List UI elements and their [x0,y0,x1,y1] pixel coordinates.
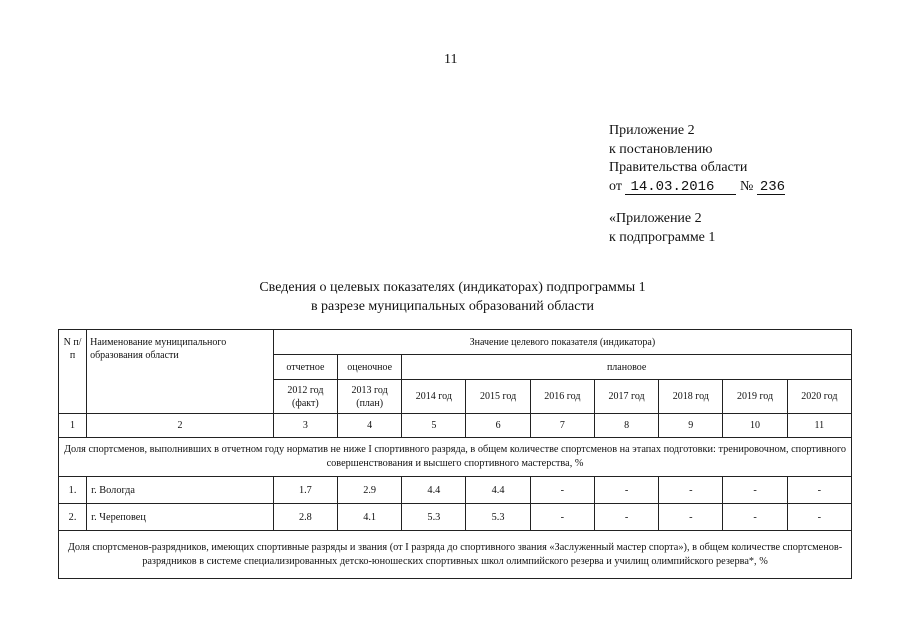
header-name: Наименование муниципального образования области [87,330,274,414]
row-value: - [723,504,787,531]
appendix-date-line [609,178,785,197]
row-value: - [659,504,723,531]
year-2012: 2012 год (факт) [273,380,337,414]
header-num: N п/п [59,330,87,414]
row-value: - [787,504,851,531]
year-2014: 2014 год [402,380,466,414]
row-value: 2.8 [273,504,337,531]
year-2015: 2015 год [466,380,530,414]
table-row [59,477,852,504]
column-number: 5 [402,414,466,438]
row-value: 5.3 [466,504,530,531]
indicators-table [58,329,852,579]
year-2019: 2019 год [723,380,787,414]
column-number: 6 [466,414,530,438]
row-value: - [787,477,851,504]
column-number: 7 [530,414,594,438]
year-2020: 2020 год [787,380,851,414]
header-reported: отчетное [273,355,337,380]
row-value: 4.4 [466,477,530,504]
subappendix-title: «Приложение 2 [609,211,702,226]
row-num: 2. [59,504,87,531]
row-value: 5.3 [402,504,466,531]
row-value: - [723,477,787,504]
subappendix-line-2: к подпрограмме 1 [609,230,716,245]
header-value-group: Значение целевого показателя (индикатора) [273,330,851,355]
column-number: 9 [659,414,723,438]
column-number: 4 [338,414,402,438]
column-numbers-row [59,414,852,438]
section-row [59,531,852,579]
column-number: 1 [59,414,87,438]
row-num: 1. [59,477,87,504]
row-value: - [530,504,594,531]
document-title [0,278,905,316]
document-title-line-2: в разрезе муниципальных образований области [310,299,595,314]
appendix-title: Приложение 2 [609,123,695,138]
section-title: Доля спортсменов, выполнивших в отчетном году норматив не ниже I спортивного разряда, в общем количестве спортсменов на этапах подготовки: тренировочном, спортивного совершенствования и высшего спортивного мастерства, % [59,438,852,477]
row-value: - [594,477,658,504]
row-value: 2.9 [338,477,402,504]
year-2018: 2018 год [659,380,723,414]
column-number: 11 [787,414,851,438]
row-value: 4.1 [338,504,402,531]
appendix-block [609,122,785,196]
header-planned: плановое [402,355,852,380]
number-prefix: № [739,178,754,194]
row-municipality: г. Вологда [87,477,274,504]
column-number: 10 [723,414,787,438]
table-row [59,504,852,531]
row-value: - [594,504,658,531]
appendix-line-3: Правительства области [609,160,748,175]
resolution-number: 236 [757,180,785,195]
column-number: 3 [273,414,337,438]
column-number: 2 [87,414,274,438]
appendix-line-2: к постановлению [609,141,713,157]
section-title: Доля спортсменов-разрядников, имеющих спортивные разряды и звания (от I разряда до спортивного звания «Заслуженный мастер спорта»), в общем количестве спортсменов-разрядников в системе специализированных детско-юношеских спортивных школ олимпийского резерва и училищ олимпийского резерва*, % [59,531,852,579]
header-estimated: оценочное [338,355,402,380]
resolution-date: 14.03.2016 [625,180,736,195]
page-number: 11 [444,52,458,67]
year-2013: 2013 год (план) [338,380,402,414]
subappendix-block [609,209,715,247]
row-value: - [530,477,594,504]
section-row [59,438,852,477]
row-value: - [659,477,723,504]
row-value: 1.7 [273,477,337,504]
row-municipality: г. Череповец [87,504,274,531]
year-2016: 2016 год [530,380,594,414]
date-prefix: от [609,178,622,194]
column-number: 8 [594,414,658,438]
row-value: 4.4 [402,477,466,504]
year-2017: 2017 год [594,380,658,414]
header-row-1 [59,330,852,355]
document-title-line-1: Сведения о целевых показателях (индикаторах) подпрограммы 1 [259,280,646,295]
